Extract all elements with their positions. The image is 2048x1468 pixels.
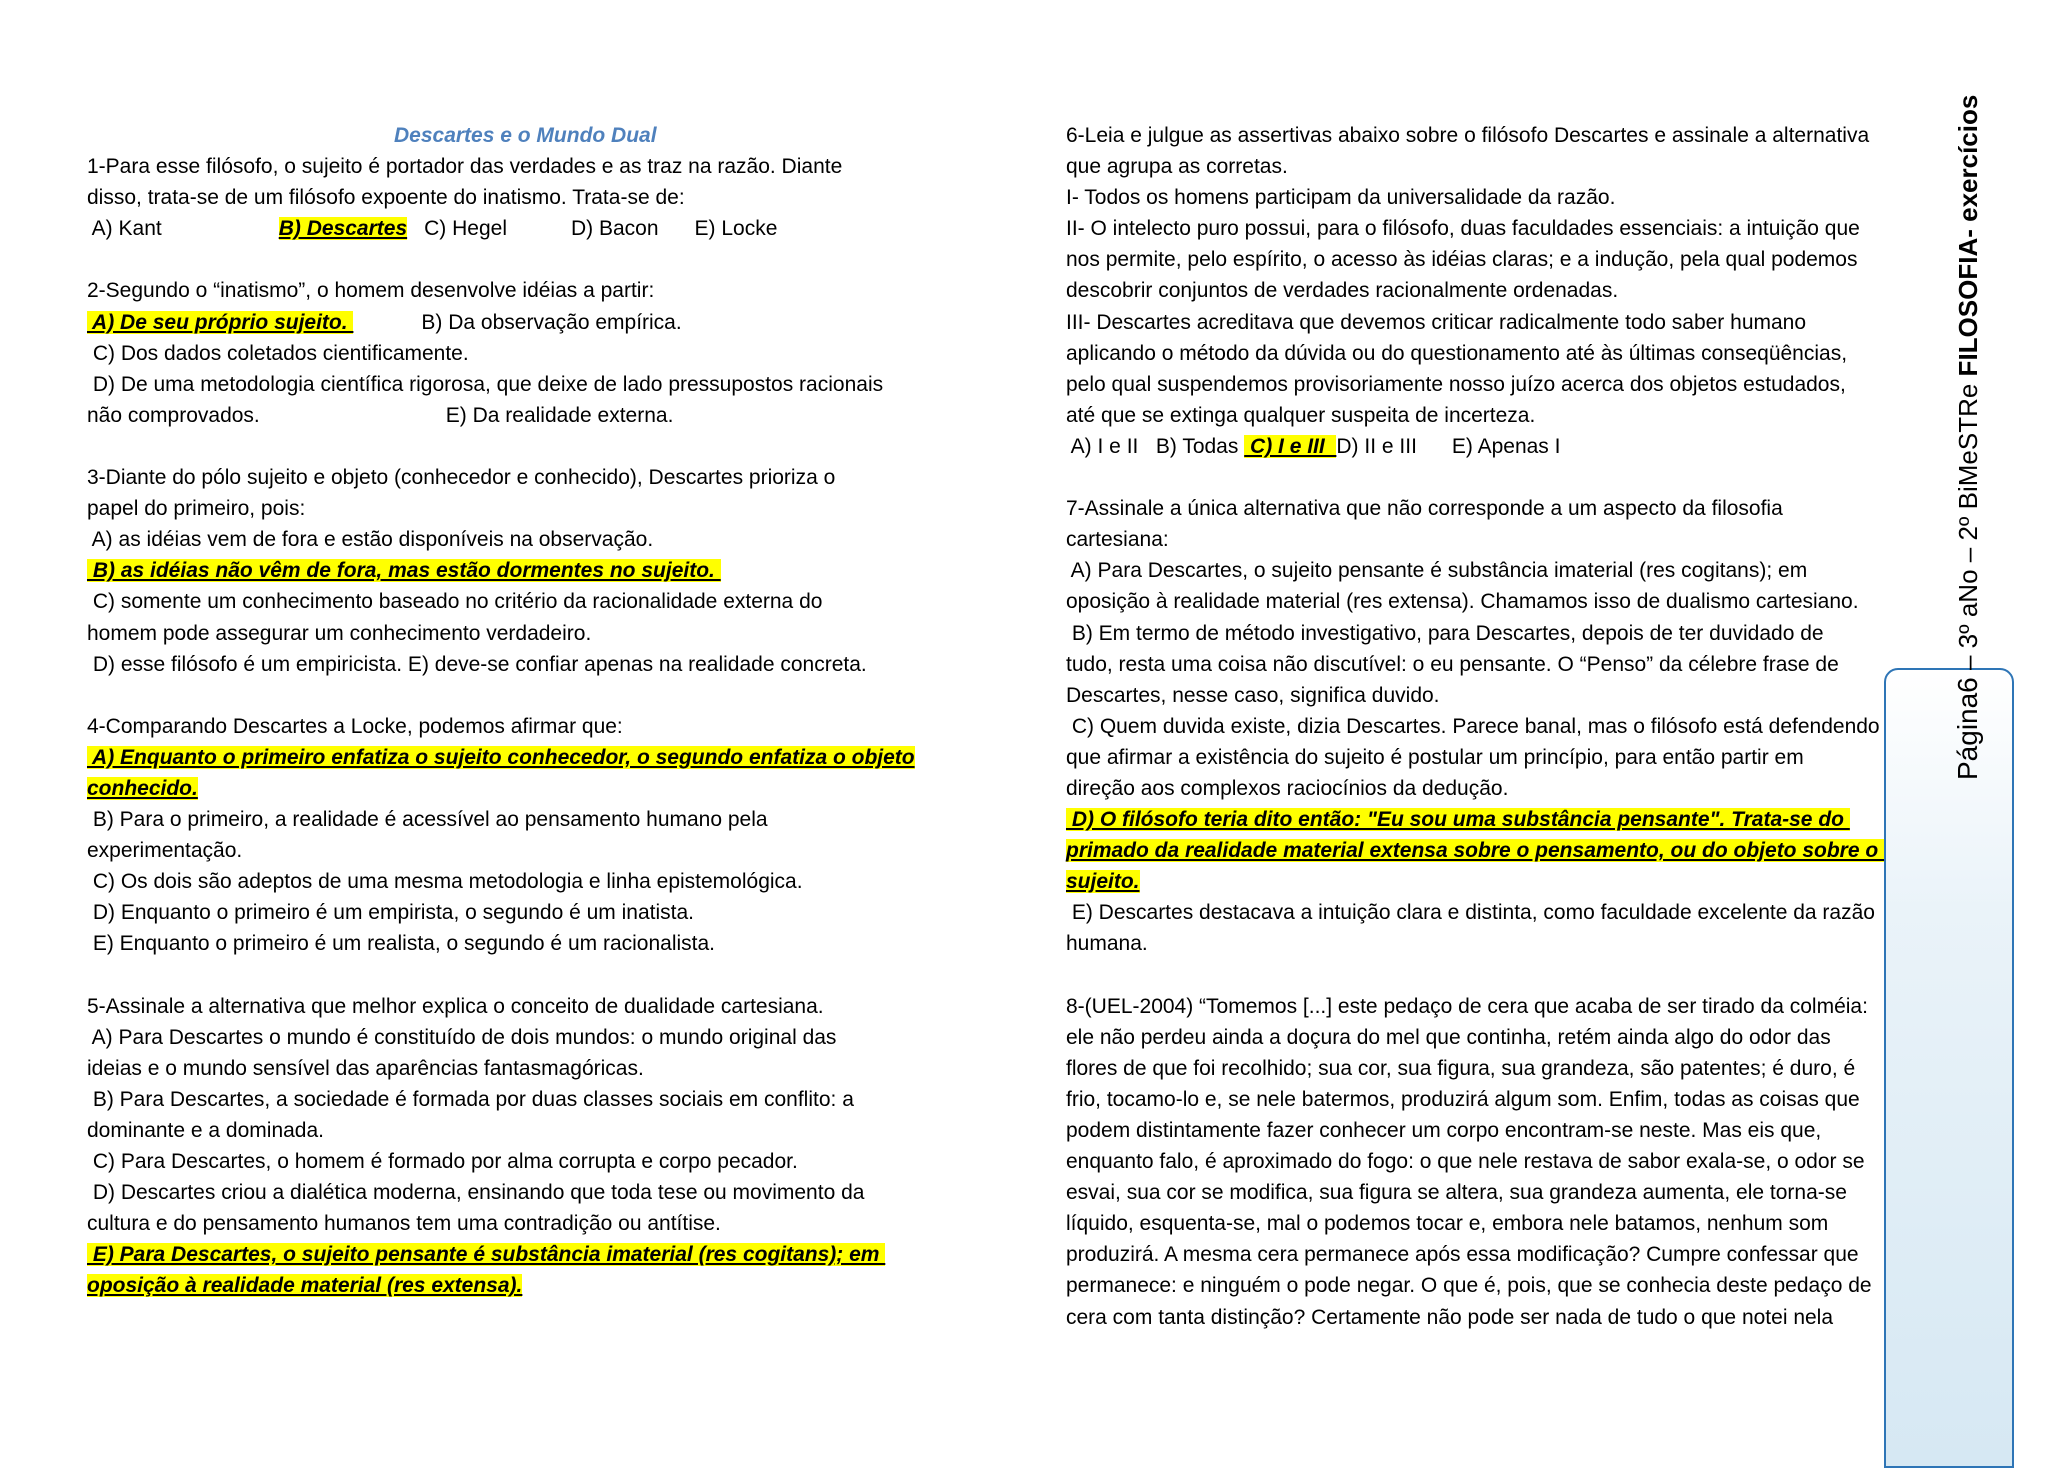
q7-line-2: cartesiana:	[1066, 528, 1169, 552]
q2-line-1: 2-Segundo o “inatismo”, o homem desenvolve idéias a partir:	[87, 279, 655, 303]
q3-option-de: D) esse filósofo é um empiricista. E) deve-se confiar apenas na realidade concreta.	[87, 652, 867, 676]
q1-option-c: C) Hegel	[424, 217, 507, 241]
q8-line-2: ele não perdeu ainda a doçura do mel que continha, retém ainda algo do odor das	[1066, 1025, 1831, 1049]
q3-line-2: papel do primeiro, pois:	[87, 497, 306, 521]
q6-item-iii-4: até que se extinga qualquer suspeita de incerteza.	[1066, 403, 1536, 427]
q2-options-ab	[87, 307, 987, 338]
q4-option-a-answer-2: conhecido.	[87, 776, 198, 800]
q7-option-b-3: Descartes, nesse caso, significa duvido.	[1066, 683, 1440, 707]
q7-option-a-2: oposição à realidade material (res extensa). Chamamos isso de dualismo cartesiano.	[1066, 590, 1859, 614]
q3-line-1: 3-Diante do pólo sujeito e objeto (conhecedor e conhecido), Descartes prioriza o	[87, 466, 836, 490]
left-column	[87, 120, 987, 1302]
q5-option-d-2: cultura e do pensamento humanos tem uma contradição ou antítise.	[87, 1212, 721, 1236]
q7-option-b-2: tudo, resta uma coisa não discutível: o eu pensante. O “Penso” da célebre frase de	[1066, 652, 1839, 676]
q4-line-1: 4-Comparando Descartes a Locke, podemos afirmar que:	[87, 714, 623, 738]
q7-option-b-1: B) Em termo de método investigativo, para Descartes, depois de ter duvidado de	[1066, 621, 1824, 645]
right-column	[1066, 120, 1956, 1333]
q7-option-a-1: A) Para Descartes, o sujeito pensante é substância imaterial (res cogitans); em	[1066, 559, 1808, 583]
q8-line-9: produzirá. A mesma cera permanece após essa modificação? Cumpre confessar que	[1066, 1243, 1859, 1267]
q8-line-8: líquido, esquenta-se, mal o podemos tocar e, embora nele batamos, nenhum som	[1066, 1212, 1829, 1236]
side-page-number: Página6	[1952, 677, 1983, 780]
q7-option-e-2: humana.	[1066, 932, 1148, 956]
q7-option-c-2: que afirmar a existência do sujeito é postular um princípio, para então partir em	[1066, 745, 1804, 769]
q6-line-2: que agrupa as corretas.	[1066, 155, 1288, 179]
q8-line-6: enquanto falo, é aproximado do fogo: o que nele restava de sabor exala-se, o odor se	[1066, 1150, 1865, 1174]
q6-item-ii-2: nos permite, pelo espírito, o acesso às idéias claras; e a indução, pela qual podemos	[1066, 248, 1858, 272]
q5-option-a-1: A) Para Descartes o mundo é constituído de dois mundos: o mundo original das	[87, 1025, 837, 1049]
q8-line-10: permanece: e ninguém o pode negar. O que é, pois, que se conhecia deste pedaço de	[1066, 1274, 1872, 1298]
q6-item-iii-3: pelo qual suspendemos provisoriamente nosso juízo acerca dos objetos estudados,	[1066, 372, 1846, 396]
q8-line-5: podem distintamente fazer conhecer um corpo encontram-se neste. Mas eis que,	[1066, 1119, 1822, 1142]
q8-line-1: 8-(UEL-2004) “Tomemos [...] este pedaço de cera que acaba de ser tirado da colméia:	[1066, 994, 1868, 1018]
q6-item-i: I- Todos os homens participam da universalidade da razão.	[1066, 186, 1616, 210]
q5-option-e-answer-2: oposição à realidade material (res extensa).	[87, 1274, 523, 1298]
q7-option-c-3: direção aos complexos raciocínios da dedução.	[1066, 776, 1509, 800]
q5-option-a-2: ideias e o mundo sensível das aparências fantasmagóricas.	[87, 1056, 644, 1080]
q6-options-ab: A) I e II B) Todas	[1066, 434, 1245, 458]
q5-option-b-2: dominante e a dominada.	[87, 1119, 324, 1142]
q1-option-b-answer: B) Descartes	[278, 217, 408, 241]
q2-option-d-2: não comprovados. E) Da realidade externa.	[87, 403, 674, 427]
q8-line-3: flores de que foi recolhido; sua cor, sua figura, sua grandeza, são patentes; é duro, é	[1066, 1056, 1856, 1080]
q7-option-d-answer-2: primado da realidade material extensa sobre o pensamento, ou do objeto sobre o	[1066, 839, 1885, 863]
side-header-label	[1952, 95, 1984, 780]
q3-option-c-1: C) somente um conhecimento baseado no critério da racionalidade externa do	[87, 590, 823, 614]
q3-option-b-answer: B) as idéias não vêm de fora, mas estão dormentes no sujeito.	[87, 559, 721, 583]
q5-line-1: 5-Assinale a alternativa que melhor explica o conceito de dualidade cartesiana.	[87, 994, 824, 1018]
q8-line-11: cera com tanta distinção? Certamente não pode ser nada de tudo o que notei nela	[1066, 1305, 1834, 1329]
q4-option-e: E) Enquanto o primeiro é um realista, o segundo é um racionalista.	[87, 932, 716, 956]
q6-item-iii-1: III- Descartes acreditava que devemos criticar radicalmente todo saber humano	[1066, 310, 1807, 334]
q7-line-1: 7-Assinale a única alternativa que não corresponde a um aspecto da filosofia	[1066, 497, 1783, 521]
q2-option-a-answer: A) De seu próprio sujeito.	[87, 310, 354, 334]
q6-options-de: D) II e III E) Apenas I	[1336, 434, 1561, 458]
q6-options	[1066, 431, 1956, 462]
q4-option-b-2: experimentação.	[87, 839, 243, 863]
side-course-info: – 3º aNo – 2º BiMeSTRe	[1953, 376, 1983, 678]
q4-option-a-answer-1: A) Enquanto o primeiro enfatiza o sujeito conhecedor, o segundo enfatiza o objeto	[87, 745, 915, 769]
q4-option-b-1: B) Para o primeiro, a realidade é acessível ao pensamento humano pela	[87, 808, 768, 832]
q2-option-e: E) Da realidade externa.	[445, 403, 674, 427]
q3-option-a: A) as idéias vem de fora e estão disponíveis na observação.	[87, 528, 654, 552]
q1-option-a: A) Kant	[87, 217, 162, 241]
q7-option-d-answer-1: D) O filósofo teria dito então: "Eu sou uma substância pensante". Trata-se do	[1066, 808, 1850, 832]
q1-option-d: D) Bacon	[571, 217, 659, 241]
q7-option-c-1: C) Quem duvida existe, dizia Descartes. Parece banal, mas o filósofo está defendendo	[1066, 714, 1880, 738]
q6-line-1: 6-Leia e julgue as assertivas abaixo sobre o filósofo Descartes e assinale a alternativa	[1066, 124, 1870, 147]
q6-item-ii-1: II- O intelecto puro possui, para o filósofo, duas faculdades essenciais: a intuição que	[1066, 217, 1860, 241]
q7-option-e-1: E) Descartes destacava a intuição clara e distinta, como faculdade excelente da razão	[1066, 901, 1875, 925]
q5-option-b-1: B) Para Descartes, a sociedade é formada por duas classes sociais em conflito: a	[87, 1087, 854, 1111]
q1-options	[87, 213, 987, 244]
q4-option-d: D) Enquanto o primeiro é um empirista, o segundo é um inatista.	[87, 901, 694, 925]
q2-option-d-1: D) De uma metodologia científica rigorosa, que deixe de lado pressupostos racionais	[87, 372, 884, 396]
q5-option-e-answer-1: E) Para Descartes, o sujeito pensante é substância imaterial (res cogitans); em	[87, 1243, 886, 1267]
side-subject: FILOSOFIA	[1953, 237, 1983, 377]
q3-option-c-2: homem pode assegurar um conhecimento verdadeiro.	[87, 621, 592, 645]
side-suffix: - exercícios	[1953, 94, 1983, 238]
q7-option-d-answer-3: sujeito.	[1066, 870, 1140, 894]
q1-option-e: E) Locke	[694, 217, 778, 241]
q8-line-7: esvai, sua cor se modifica, sua figura se altera, sua grandeza aumenta, ele torna-se	[1066, 1181, 1847, 1205]
q1-line-2: disso, trata-se de um filósofo expoente do inatismo. Trata-se de:	[87, 186, 685, 210]
q1-line-1: 1-Para esse filósofo, o sujeito é portador das verdades e as traz na razão. Diante	[87, 155, 843, 179]
q6-item-ii-3: descobrir conjuntos de verdades racionalmente ordenadas.	[1066, 279, 1619, 303]
q2-option-b: B) Da observação empírica.	[421, 310, 682, 334]
q5-option-d-1: D) Descartes criou a dialética moderna, ensinando que toda tese ou movimento da	[87, 1181, 865, 1205]
q8-line-4: frio, tocamo-lo e, se nele batermos, produzirá algum som. Enfim, todas as coisas que	[1066, 1087, 1860, 1111]
page-title: Descartes e o Mundo Dual	[394, 124, 657, 147]
q6-option-c-answer: C) I e III	[1244, 434, 1337, 458]
q4-option-c: C) Os dois são adeptos de uma mesma metodologia e linha epistemológica.	[87, 870, 803, 894]
q5-option-c: C) Para Descartes, o homem é formado por alma corrupta e corpo pecador.	[87, 1150, 798, 1174]
q6-item-iii-2: aplicando o método da dúvida ou do questionamento até às últimas conseqüências,	[1066, 341, 1848, 365]
q2-option-c: C) Dos dados coletados cientificamente.	[87, 341, 469, 365]
